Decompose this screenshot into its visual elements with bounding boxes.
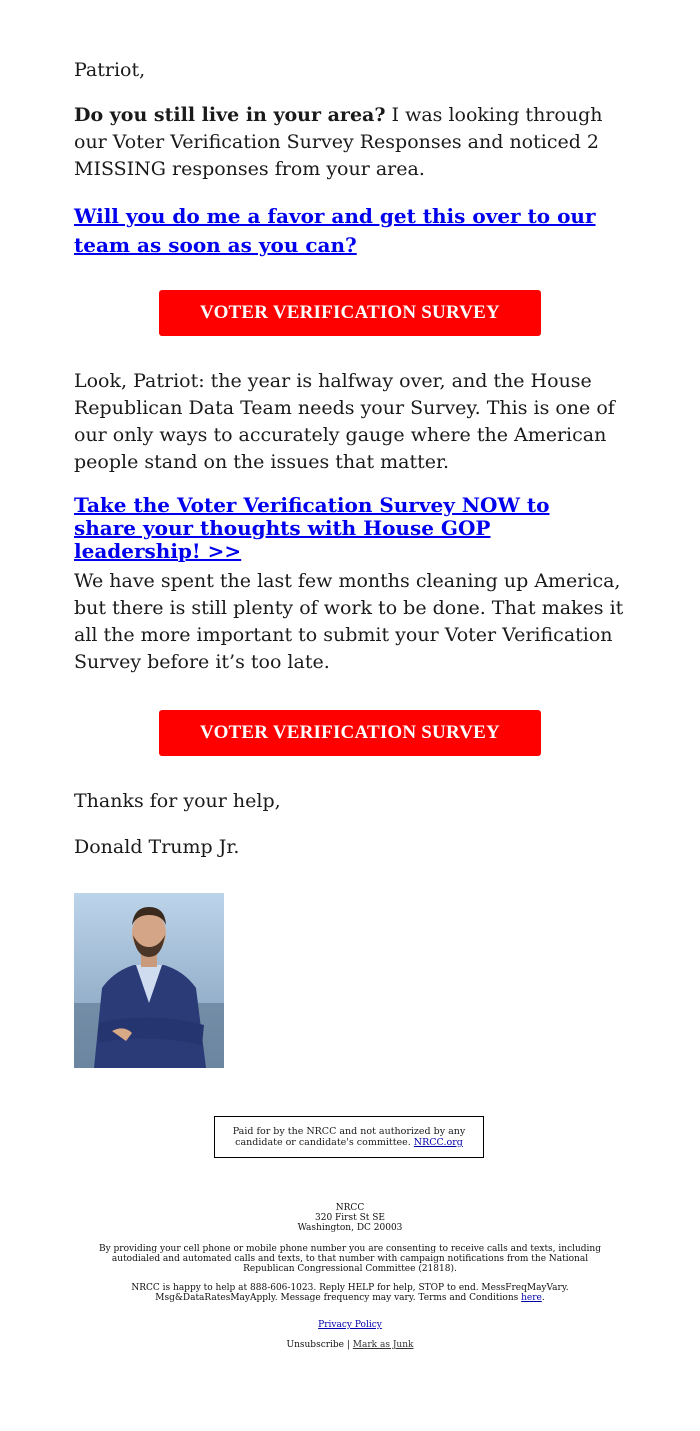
footer-unsubscribe-row [90,1340,610,1350]
footer-help-text: NRCC is happy to help at 888-606-1023. Reply HELP for help, STOP to end. MessFreqMayVary. Msg&DataRatesMayApply. Message frequency may vary. Terms and Conditions [131,1283,569,1303]
footer-consent: By providing your cell phone or mobile phone number you are consenting to receive calls and texts, including autodialed and automated calls and texts, to that number with campaign notifications from the National Republican Congressional Committee (21818). [98,1244,601,1274]
favor-link-wrapper [74,202,626,260]
terms-here-link[interactable]: here [521,1293,542,1303]
footer-org: NRCC [335,1203,365,1213]
mark-as-junk-link[interactable]: Mark as Junk [352,1340,414,1350]
signature: Donald Trump Jr. [74,836,240,858]
disclaimer-text: Paid for by the NRCC and not authorized by any candidate or candidate's committee. [232,1126,466,1148]
thanks-text: Thanks for your help, [74,790,281,812]
paid-for-disclaimer [214,1116,484,1158]
footer-city: Washington, DC 20003 [297,1223,403,1233]
footer-address [90,1203,610,1233]
intro-bold: Do you still live in your area? [74,104,386,126]
voter-survey-button-top[interactable]: VOTER VERIFICATION SURVEY [159,290,541,336]
footer-street: 320 First St SE [315,1213,385,1223]
nrcc-org-link[interactable]: NRCC.org [413,1137,463,1148]
survey-now-link[interactable]: Take the Voter Verification Survey NOW to share your thoughts with House GOP leadership! >> [74,493,550,563]
spent-paragraph: We have spent the last few months cleaning up America, but there is still plenty of work to be done. That makes it all the more important to submit your Voter Verification Survey before it’s too late. [74,570,624,673]
intro-paragraph [74,102,626,183]
survey-link-wrapper [74,494,614,563]
voter-survey-button-bottom[interactable]: VOTER VERIFICATION SURVEY [159,710,541,756]
footer-help [90,1283,610,1303]
intro-rest: I was looking through our Voter Verification Survey Responses and noticed 2 MISSING responses from your area. [74,104,603,180]
signer-photo [74,893,224,1068]
footer-separator: | [344,1340,353,1350]
footer-help-period: . [541,1293,545,1303]
greeting: Patriot, [74,59,146,81]
favor-link[interactable]: Will you do me a favor and get this over to our team as soon as you can? [74,204,596,257]
unsubscribe-link[interactable]: Unsubscribe [286,1340,345,1350]
look-paragraph: Look, Patriot: the year is halfway over, and the House Republican Data Team needs your Survey. This is one of our only ways to accurately gauge where the American people stand on the issues that matter. [74,370,615,473]
footer-privacy [90,1320,610,1330]
privacy-policy-link[interactable]: Privacy Policy [318,1320,382,1330]
